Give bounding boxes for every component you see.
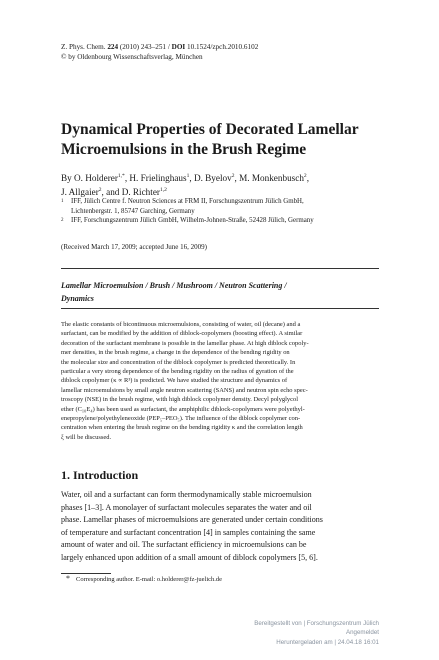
author-sup: 1,2 xyxy=(159,186,167,193)
body-line: Water, oil and a surfactant can form thermodynamically stable microemulsion xyxy=(61,490,312,499)
title-line-2: Microemulsions in the Brush Regime xyxy=(61,141,307,158)
affiliation-number: 2 xyxy=(61,218,64,223)
keywords xyxy=(61,279,379,305)
watermark-line: Angemeldet xyxy=(345,629,379,637)
affiliation-text: Lichtenbergstr. 1, 85747 Garching, Germany xyxy=(71,207,195,215)
copyright-line: © by Oldenbourg Wissenschaftsverlag, München xyxy=(61,53,203,61)
affiliation-text: IFF, Jülich Centre f. Neutron Sciences at FRM II, Forschungszentrum Jülich GmbH, xyxy=(71,198,304,205)
journal-pages: (2010) 243–251 xyxy=(119,43,167,51)
journal-name: Z. Phys. Chem. xyxy=(61,43,106,51)
abstract-line: surfactant, can be modified by the addition of diblock-copolymers (boosting effect). A similar xyxy=(61,330,303,338)
author-name: M. Monkenbusch xyxy=(239,173,304,183)
affiliation-text: IFF, Forschungszentrum Jülich GmbH, Wilhelm-Johnen-Straße, 52428 Jülich, Germany xyxy=(71,217,314,224)
abstract-line: enepropylene/polyethyleneoxide (PEP₅–PEO₅). The influence of the diblock copolymer con- xyxy=(61,415,301,423)
body-line: largely enhanced upon addition of a small amount of diblock copolymers [5, 6]. xyxy=(61,552,318,562)
section-title-text: Introduction xyxy=(73,468,139,482)
abstract-line: particular a very strong dependence of the bending rigidity on the radius of gyration of the xyxy=(61,368,294,376)
abstract-line: mer densities, in the brush regime, a change in the dependence of the bending rigidity on xyxy=(61,349,290,357)
abstract-line: centration when entering the brush regime on the bending rigidity κ and the correlation length xyxy=(61,424,303,432)
author-name: J. Allgaier xyxy=(61,187,99,197)
author-line-1: By O. Holderer$^{1,*}$, H. Frielinghaus$^1$, D. Byelov$^2$, M. Monkenbusch$^2$, xyxy=(61,172,309,183)
by-label: By xyxy=(61,173,72,183)
watermark-line: Bereitgestellt von | Forschungszentrum Jülich xyxy=(254,620,379,627)
journal-volume: 224 xyxy=(107,43,119,51)
body-paragraph xyxy=(61,489,379,565)
abstract-line: diblock copolymer (κ ∝ R³) is predicted. We have studied the structure and dynamics of xyxy=(61,377,288,385)
doi-label: DOI xyxy=(171,43,186,51)
author-name: D. Byelov xyxy=(193,173,232,183)
section-heading xyxy=(61,468,138,483)
body-line: amount of water and oil. The surfactant efficiency in microemulsions can be xyxy=(61,540,307,550)
abstract-line: ξ will be discussed. xyxy=(61,433,112,441)
abstract xyxy=(61,320,379,442)
abstract-line: the molecular size and concentration of the diblock copolymer is predicted theoretically. In xyxy=(61,358,296,366)
author-name: D. Richter xyxy=(121,187,160,197)
keywords-line-2: Dynamics xyxy=(61,294,94,303)
abstract-line: troscopy (NSE) in the brush regime, with high diblock copolymer density. Decyl polyglycol xyxy=(61,396,299,404)
footnote xyxy=(66,574,223,583)
affiliation-number: 1 xyxy=(61,199,64,204)
footnote-text: Corresponding author. E-mail: o.holderer@fz-juelich.de xyxy=(76,576,223,583)
author-list xyxy=(61,171,391,199)
citation-line: Z. Phys. Chem. 224 (2010) 243–251 / DOI 10.1524/zpch.2010.6102 xyxy=(61,43,259,51)
affiliation-1 xyxy=(61,197,381,216)
body-line: of temperature and surfactant concentration [4] in samples containing the same xyxy=(61,527,316,537)
doi-value: 10.1524/zpch.2010.6102 xyxy=(187,43,259,51)
abstract-line: ether (C₁₀E₄) has been used as surfactant, the amphiphilic diblock-copolymers were polyethyl- xyxy=(61,405,305,413)
abstract-line: lamellar microemulsions by small angle neutron scattering (SANS) and neutron spin echo spec- xyxy=(61,386,308,394)
author-line-2: J. Allgaier$^2$, and D. Richter$^{1,2}$ xyxy=(61,186,167,197)
received-dates: (Received March 17, 2009; accepted June 16, 2009) xyxy=(61,243,207,251)
paper-title xyxy=(61,120,391,160)
keywords-bottom-rule xyxy=(61,308,379,309)
download-watermark xyxy=(179,619,379,647)
journal-header xyxy=(61,42,258,62)
affiliation-2 xyxy=(61,216,381,226)
author-sup: 1,* xyxy=(117,172,125,179)
keywords-line-1: Lamellar Microemulsion / Brush / Mushroom / Neutron Scattering / xyxy=(61,281,287,290)
author-sup: 2 xyxy=(98,186,102,193)
body-line: phase. Lamellar phases of microemulsions are generated under certain conditions xyxy=(61,515,323,525)
author-sup: 1 xyxy=(186,172,190,179)
keywords-top-rule xyxy=(61,268,379,269)
author-name: O. Holderer xyxy=(74,173,118,183)
affiliations xyxy=(61,197,381,226)
author-sup: 2 xyxy=(231,172,235,179)
section-number: 1. xyxy=(61,468,70,482)
abstract-line: decoration of the surfactant membrane is possible in the lamellar phase. At high diblock copoly- xyxy=(61,339,309,347)
watermark-line: Heruntergeladen am | 24.04.18 16:01 xyxy=(276,638,379,646)
body-line: phases [1–3]. A monolayer of surfactant molecules separates the water and oil xyxy=(61,502,312,512)
and-label: and xyxy=(106,187,120,197)
footnote-mark: * xyxy=(66,574,70,583)
author-sup: 2 xyxy=(303,172,307,179)
title-line-1: Dynamical Properties of Decorated Lamellar xyxy=(61,121,359,138)
author-name: H. Frielinghaus xyxy=(129,173,187,183)
abstract-line: The elastic constants of bicontinuous microemulsions, consisting of water, oil (decane) and a xyxy=(61,321,301,328)
